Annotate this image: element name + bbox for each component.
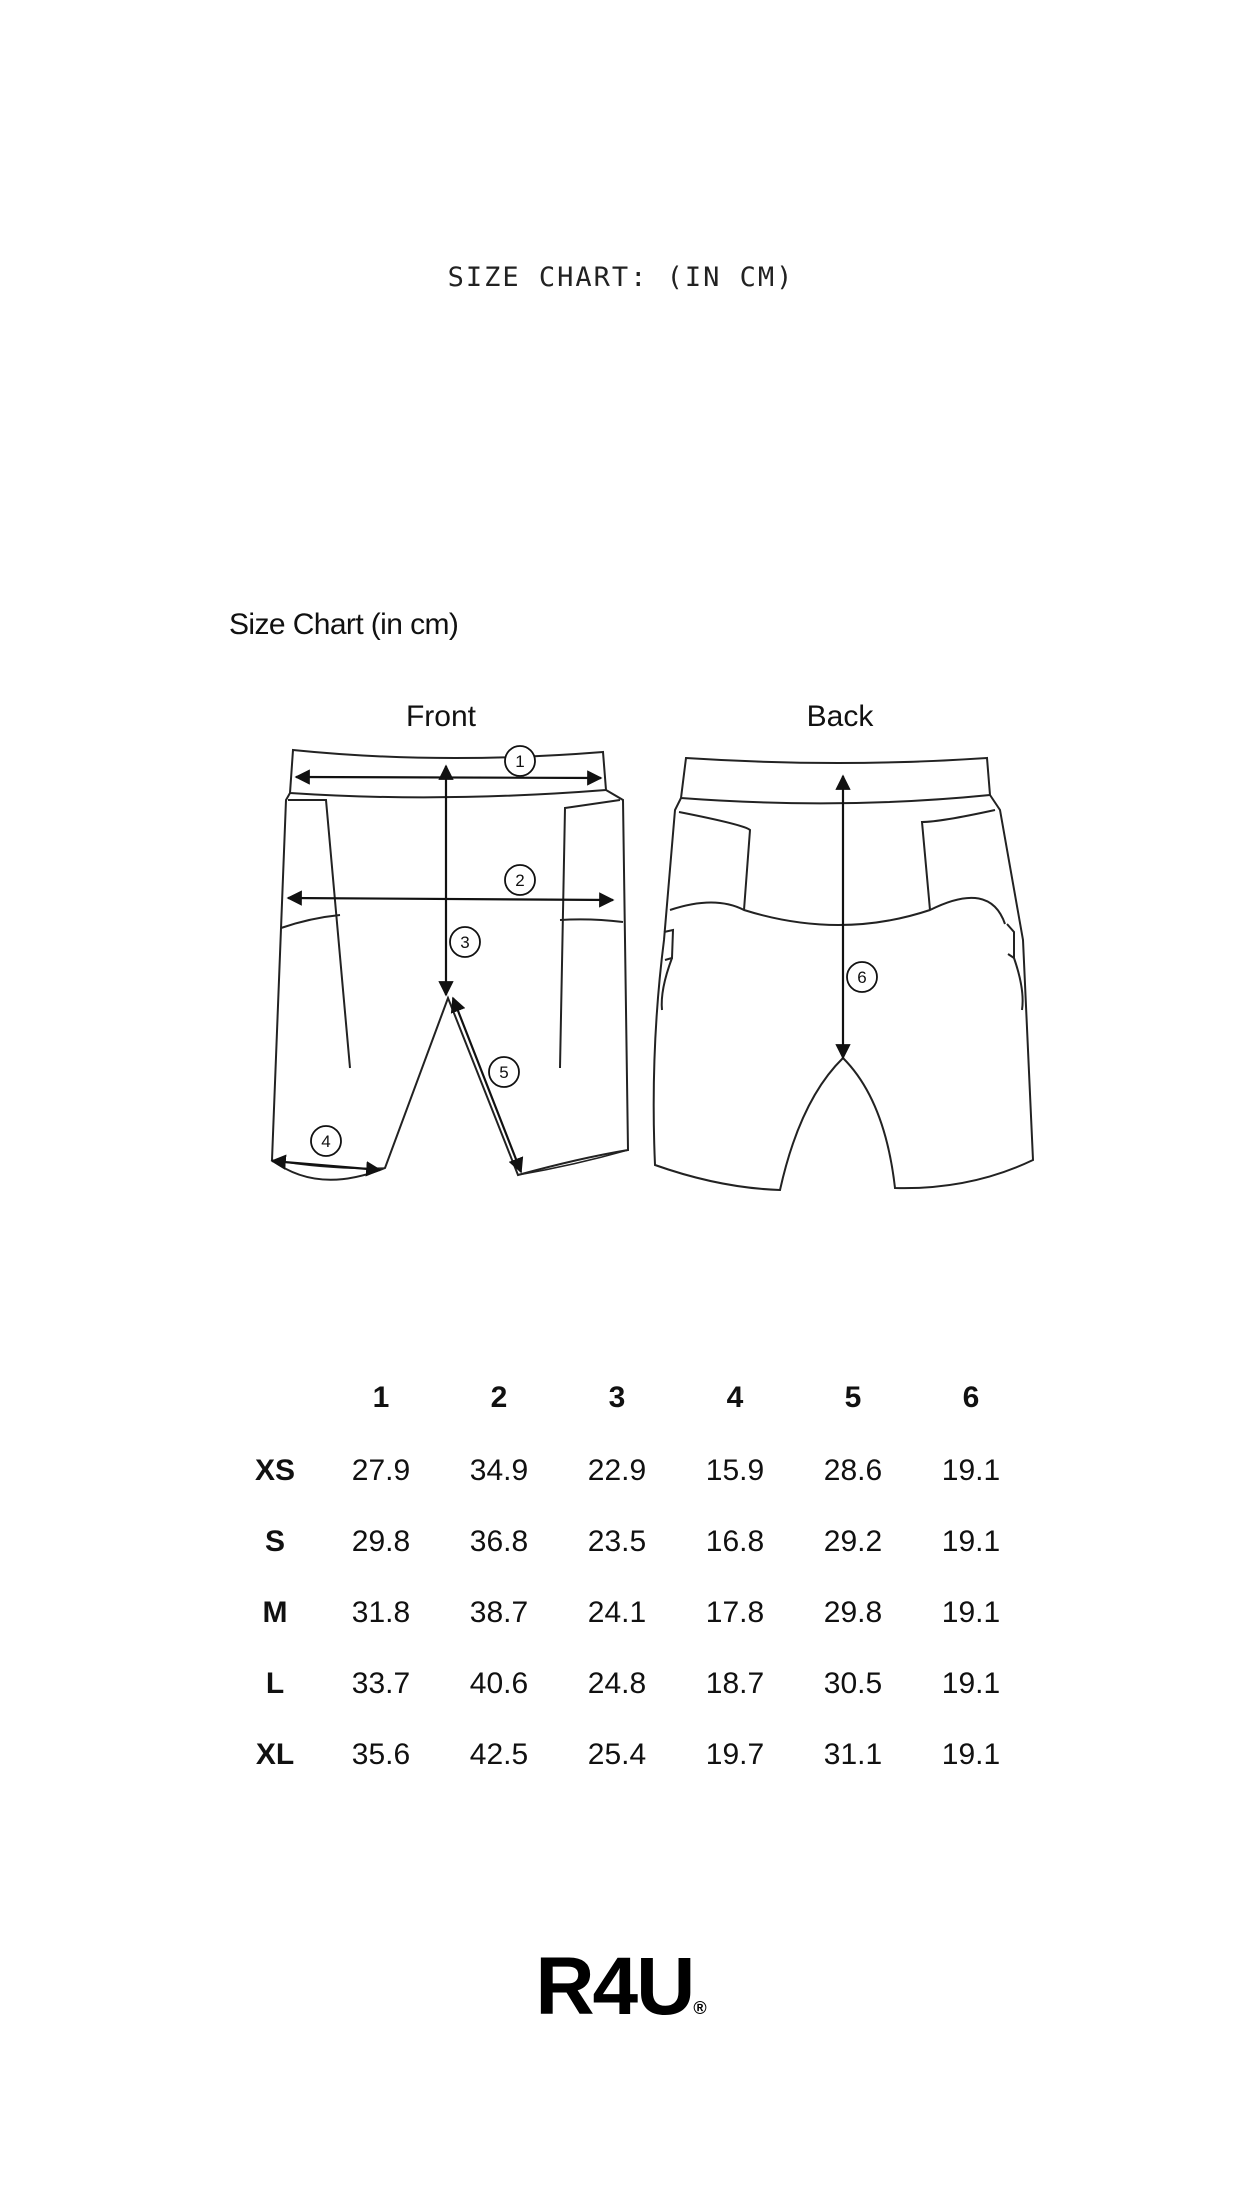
svg-text:5: 5 (499, 1063, 509, 1082)
table-cell: 31.1 (823, 1737, 883, 1771)
table-cell: 29.8 (351, 1524, 411, 1558)
column-header: 1 (372, 1381, 390, 1414)
column-header: 3 (608, 1381, 626, 1414)
svg-text:2: 2 (515, 871, 525, 890)
table-cell: 23.5 (587, 1524, 647, 1558)
marker-3 (450, 927, 480, 957)
svg-text:6: 6 (857, 968, 867, 987)
table-cell: 36.8 (469, 1524, 529, 1558)
brand-logo (0, 1940, 1242, 2034)
table-cell: 19.7 (705, 1737, 765, 1771)
marker-1 (505, 746, 535, 776)
table-cell: 40.6 (469, 1666, 529, 1700)
table-cell: 19.1 (941, 1524, 1001, 1558)
table-cell: 34.9 (469, 1453, 529, 1487)
table-row (228, 1506, 1030, 1577)
back-view-label: Back (806, 700, 874, 733)
table-cell: 33.7 (351, 1666, 411, 1700)
table-cell: 24.1 (587, 1595, 647, 1629)
page-title: SIZE CHART: (IN CM) (447, 262, 795, 293)
table-row (228, 1577, 1030, 1648)
size-label: XL (255, 1737, 295, 1771)
size-label: XS (254, 1453, 296, 1487)
front-shorts-drawing (272, 750, 628, 1180)
table-cell: 35.6 (351, 1737, 411, 1771)
table-cell: 31.8 (351, 1595, 411, 1629)
size-chart-heading: Size Chart (in cm) (229, 608, 459, 641)
table-cell: 18.7 (705, 1666, 765, 1700)
measure-4-arrow (272, 1161, 380, 1170)
table-cell: 19.1 (941, 1453, 1001, 1487)
table-cell: 38.7 (469, 1595, 529, 1629)
table-cell: 29.8 (823, 1595, 883, 1629)
table-cell: 27.9 (351, 1453, 411, 1487)
size-table (228, 1361, 1030, 1790)
svg-text:1: 1 (515, 752, 525, 771)
table-header-row (228, 1361, 1030, 1435)
table-cell: 19.1 (941, 1595, 1001, 1629)
table-row (228, 1719, 1030, 1790)
column-header (228, 1361, 322, 1435)
column-header: 4 (726, 1381, 744, 1414)
table-cell: 19.1 (941, 1737, 1001, 1771)
table-row (228, 1435, 1030, 1506)
svg-text:3: 3 (460, 933, 470, 952)
front-view-label: Front (405, 700, 477, 733)
column-header: 5 (844, 1381, 862, 1414)
column-header: 2 (490, 1381, 508, 1414)
size-label: M (262, 1595, 288, 1629)
table-cell: 42.5 (469, 1737, 529, 1771)
marker-6 (847, 962, 877, 992)
table-cell: 17.8 (705, 1595, 765, 1629)
table-cell: 28.6 (823, 1453, 883, 1487)
size-label: S (264, 1524, 285, 1558)
column-header: 6 (962, 1381, 980, 1414)
table-cell: 25.4 (587, 1737, 647, 1771)
marker-4 (311, 1126, 341, 1156)
table-cell: 15.9 (705, 1453, 765, 1487)
table-cell: 30.5 (823, 1666, 883, 1700)
table-cell: 19.1 (941, 1666, 1001, 1700)
svg-text:4: 4 (321, 1132, 331, 1151)
measure-1-arrow (296, 777, 601, 778)
marker-2 (505, 865, 535, 895)
size-label: L (265, 1666, 285, 1700)
brand-logo-text: R4U (535, 1941, 694, 2032)
table-cell: 24.8 (587, 1666, 647, 1700)
table-cell: 22.9 (587, 1453, 647, 1487)
table-row (228, 1648, 1030, 1719)
table-cell: 16.8 (705, 1524, 765, 1558)
table-cell: 29.2 (823, 1524, 883, 1558)
registered-mark: ® (693, 1998, 707, 2018)
marker-5 (489, 1057, 519, 1087)
